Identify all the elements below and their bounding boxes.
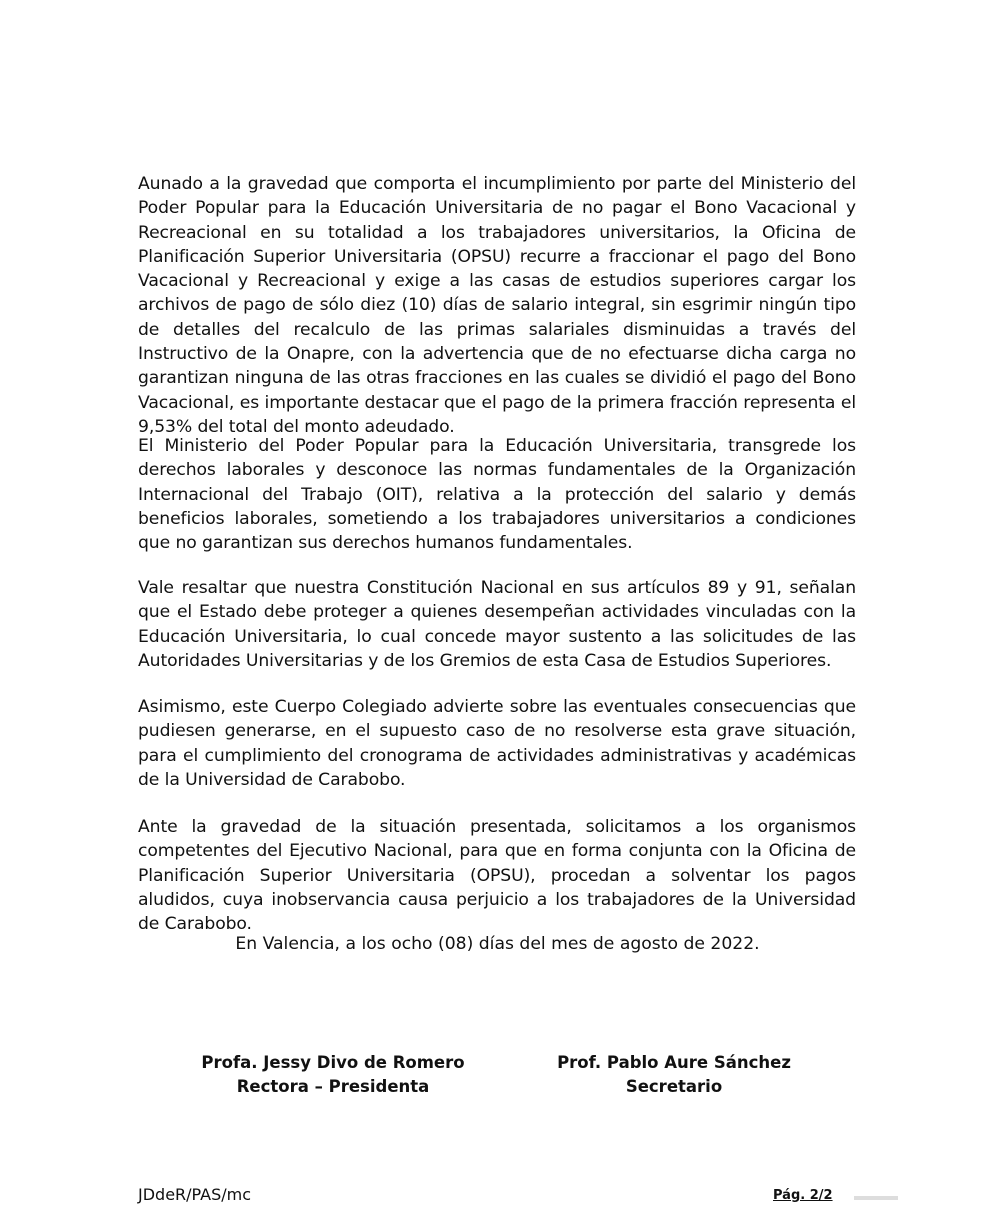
signatory-name: Prof. Pablo Aure Sánchez xyxy=(557,1053,791,1072)
signature-block-secretario xyxy=(524,1051,824,1099)
signatory-title: Rectora – Presidenta xyxy=(236,1077,430,1096)
footer-initials: JDdeR/PAS/mc xyxy=(138,1185,252,1204)
paragraph-bono-vacacional: Aunado a la gravedad que comporta el incumplimiento por parte del Ministerio del Poder Popular para la Educación Universitaria de no pagar el Bono Vacacional y Recreacional en su totalidad a los trabajadores universitarios, la Oficina de Planificación Superior Universitaria (OPSU) recurre a fraccionar el pago del Bono Vacacional y Recreacional y exige a las casas de estudios superiores cargar los archivos de pago de sólo diez (10) días de salario integral, sin esgrimir ningún tipo de detalles del recalculo de las primas salariales disminuidas a través del Instructivo de la Onapre, con la advertencia que de no efectuarse dicha carga no garantizan ninguna de las otras fracciones en las cuales se dividió el pago del Bono Vacacional, es importante destacar que el pago de la primera fracción representa el 9,53% del total del monto adeudado. xyxy=(138,174,856,437)
paragraph-solicitud: Ante la gravedad de la situación presentada, solicitamos a los organismos competentes del Ejecutivo Nacional, para que en forma conjunta con la Oficina de Planificación Superior Universitaria (OPSU), procedan a solventar los pagos aludidos, cuya inobservancia causa perjuicio a los trabajadores de la Universidad de Carabobo. xyxy=(138,817,856,935)
footer-page-number: Pág. 2/2 xyxy=(773,1188,833,1203)
footer-mark xyxy=(854,1196,898,1200)
paragraph-consecuencias: Asimismo, este Cuerpo Colegiado advierte sobre las eventuales consecuencias que pudiesen generarse, en el supuesto caso de no resolverse esta grave situación, para el cumplimiento del cronograma de actividades administrativas y académicas de la Universidad de Carabobo. xyxy=(138,697,856,790)
signatory-title: Secretario xyxy=(625,1077,723,1096)
paragraph-derechos-laborales: El Ministerio del Poder Popular para la Educación Universitaria, transgrede los derechos laborales y desconoce las normas fundamentales de la Organización Internacional del Trabajo (OIT), relativa a la protección del salario y demás beneficios laborales, sometiendo a los trabajadores universitarios a condiciones que no garantizan sus derechos humanos fundamentales. xyxy=(138,436,856,554)
closing-date-line: En Valencia, a los ocho (08) días del mes de agosto de 2022. xyxy=(235,934,760,954)
signature-block-rectora xyxy=(183,1051,483,1099)
signatory-name: Profa. Jessy Divo de Romero xyxy=(201,1053,465,1072)
paragraph-constitucion: Vale resaltar que nuestra Constitución Nacional en sus artículos 89 y 91, señalan que el Estado debe proteger a quienes desempeñan actividades vinculadas con la Educación Universitaria, lo cual concede mayor sustento a las solicitudes de las Autoridades Universitarias y de los Gremios de esta Casa de Estudios Superiores. xyxy=(138,578,856,671)
